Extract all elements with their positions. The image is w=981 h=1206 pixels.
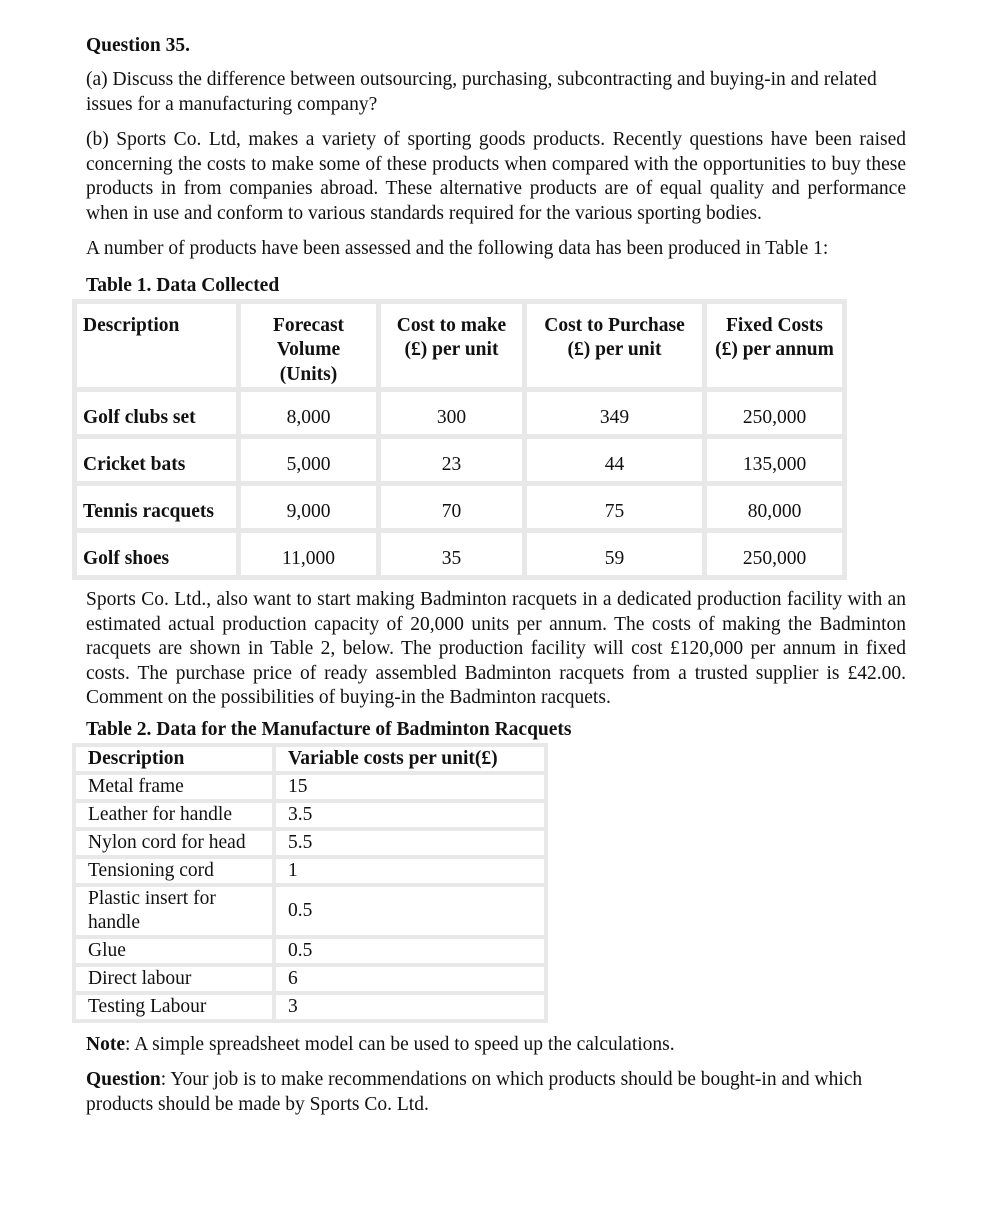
table-cell: Golf clubs set: [75, 390, 239, 437]
table-cell: 0.5: [274, 885, 546, 937]
table-cell: 5.5: [274, 829, 546, 857]
table-cell: 135,000: [705, 437, 845, 484]
table-row: [74, 829, 546, 857]
table-cell: 8,000: [239, 390, 379, 437]
note-label: Note: [86, 1033, 125, 1055]
table2-caption: Table 2. Data for the Manufacture of Badminton Racquets: [86, 718, 572, 740]
table-cell: 5,000: [239, 437, 379, 484]
table1-header-cell: Cost to Purchase (£) per unit: [525, 301, 705, 390]
table-cell: 349: [525, 390, 705, 437]
table-cell: Golf shoes: [75, 531, 239, 578]
table-cell: 44: [525, 437, 705, 484]
table1-header-cell: Forecast Volume (Units): [239, 301, 379, 390]
question-label: Question: [86, 1069, 161, 1090]
table1-header-cell: Fixed Costs (£) per annum: [705, 301, 845, 390]
table-row: [74, 773, 546, 801]
note-paragraph: [86, 1033, 906, 1058]
table-row: [75, 390, 845, 437]
question-paragraph: [86, 1068, 906, 1117]
badminton-text: Sports Co. Ltd., also want to start making Badminton racquets in a dedicated production facility with an estimated actual production capacity of 20,000 units per annum. The costs of making the Badminton racquets are shown in Table 2, below. The production facility will cost £120,000 per annum in fixed costs. The purchase price of ready assembled Badminton racquets from a trusted supplier is £42.00. Comment on the possibilities of buying-in the Badminton racquets.: [86, 589, 906, 708]
table-row: [74, 801, 546, 829]
table-cell: 300: [379, 390, 525, 437]
table-cell: Plastic insert for handle: [74, 885, 274, 937]
table-row: [75, 484, 845, 531]
part-a-text: (a) Discuss the difference between outsourcing, purchasing, subcontracting and buying-in and related issues for a manufacturing company?: [86, 69, 877, 115]
table-cell: 0.5: [274, 937, 546, 965]
table-cell: 35: [379, 531, 525, 578]
table1-caption: Table 1. Data Collected: [86, 274, 280, 296]
table-cell: Direct labour: [74, 965, 274, 993]
table1-wrapper: [72, 299, 842, 581]
table2-header-cell: Variable costs per unit(£): [274, 745, 546, 773]
table1: [72, 299, 847, 581]
table-cell: 70: [379, 484, 525, 531]
table-row: [74, 965, 546, 993]
table-cell: Cricket bats: [75, 437, 239, 484]
table-row: [75, 531, 845, 578]
table2-wrapper: [72, 743, 544, 1023]
table-cell: 9,000: [239, 484, 379, 531]
table-cell: Glue: [74, 937, 274, 965]
table-cell: 6: [274, 965, 546, 993]
table-cell: 250,000: [705, 390, 845, 437]
table-cell: 59: [525, 531, 705, 578]
table2-header-cell: Description: [74, 745, 274, 773]
table1-header-cell: Cost to make (£) per unit: [379, 301, 525, 390]
table-row: [74, 885, 546, 937]
document-page: [83, 34, 906, 1128]
table-row: [74, 857, 546, 885]
table1-intro: A number of products have been assessed and the following data has been produced in Table 1:: [86, 238, 829, 259]
table-cell: 250,000: [705, 531, 845, 578]
table-cell: 23: [379, 437, 525, 484]
table-cell: Tennis racquets: [75, 484, 239, 531]
table-cell: 11,000: [239, 531, 379, 578]
table-row: [74, 937, 546, 965]
table-cell: 3.5: [274, 801, 546, 829]
table-cell: 15: [274, 773, 546, 801]
question-title: Question 35.: [86, 35, 191, 56]
note-text: : A simple spreadsheet model can be used to speed up the calculations.: [124, 1033, 675, 1055]
table-cell: Testing Labour: [74, 993, 274, 1021]
table-row: [74, 993, 546, 1021]
table-cell: 1: [274, 857, 546, 885]
table-cell: 3: [274, 993, 546, 1021]
table2: [72, 743, 548, 1023]
table-cell: Tensioning cord: [74, 857, 274, 885]
table-row: [75, 437, 845, 484]
part-b-text: (b) Sports Co. Ltd, makes a variety of sporting goods products. Recently questions have been raised concerning the costs to make some of these products when compared with the opportunities to buy these products in from companies abroad. These alternative products are of equal quality and performance when in use and conform to various standards required for the various sporting bodies.: [86, 129, 906, 224]
table1-header-row: [75, 301, 845, 390]
table-cell: Nylon cord for head: [74, 829, 274, 857]
table-cell: Leather for handle: [74, 801, 274, 829]
table-cell: Metal frame: [74, 773, 274, 801]
table2-header-row: [74, 745, 546, 773]
table-cell: 75: [525, 484, 705, 531]
table1-header-cell: Description: [75, 301, 239, 390]
table-cell: 80,000: [705, 484, 845, 531]
question-text: : Your job is to make recommendations on which products should be bought-in and which products should be made by Sports Co. Ltd.: [86, 1069, 863, 1115]
